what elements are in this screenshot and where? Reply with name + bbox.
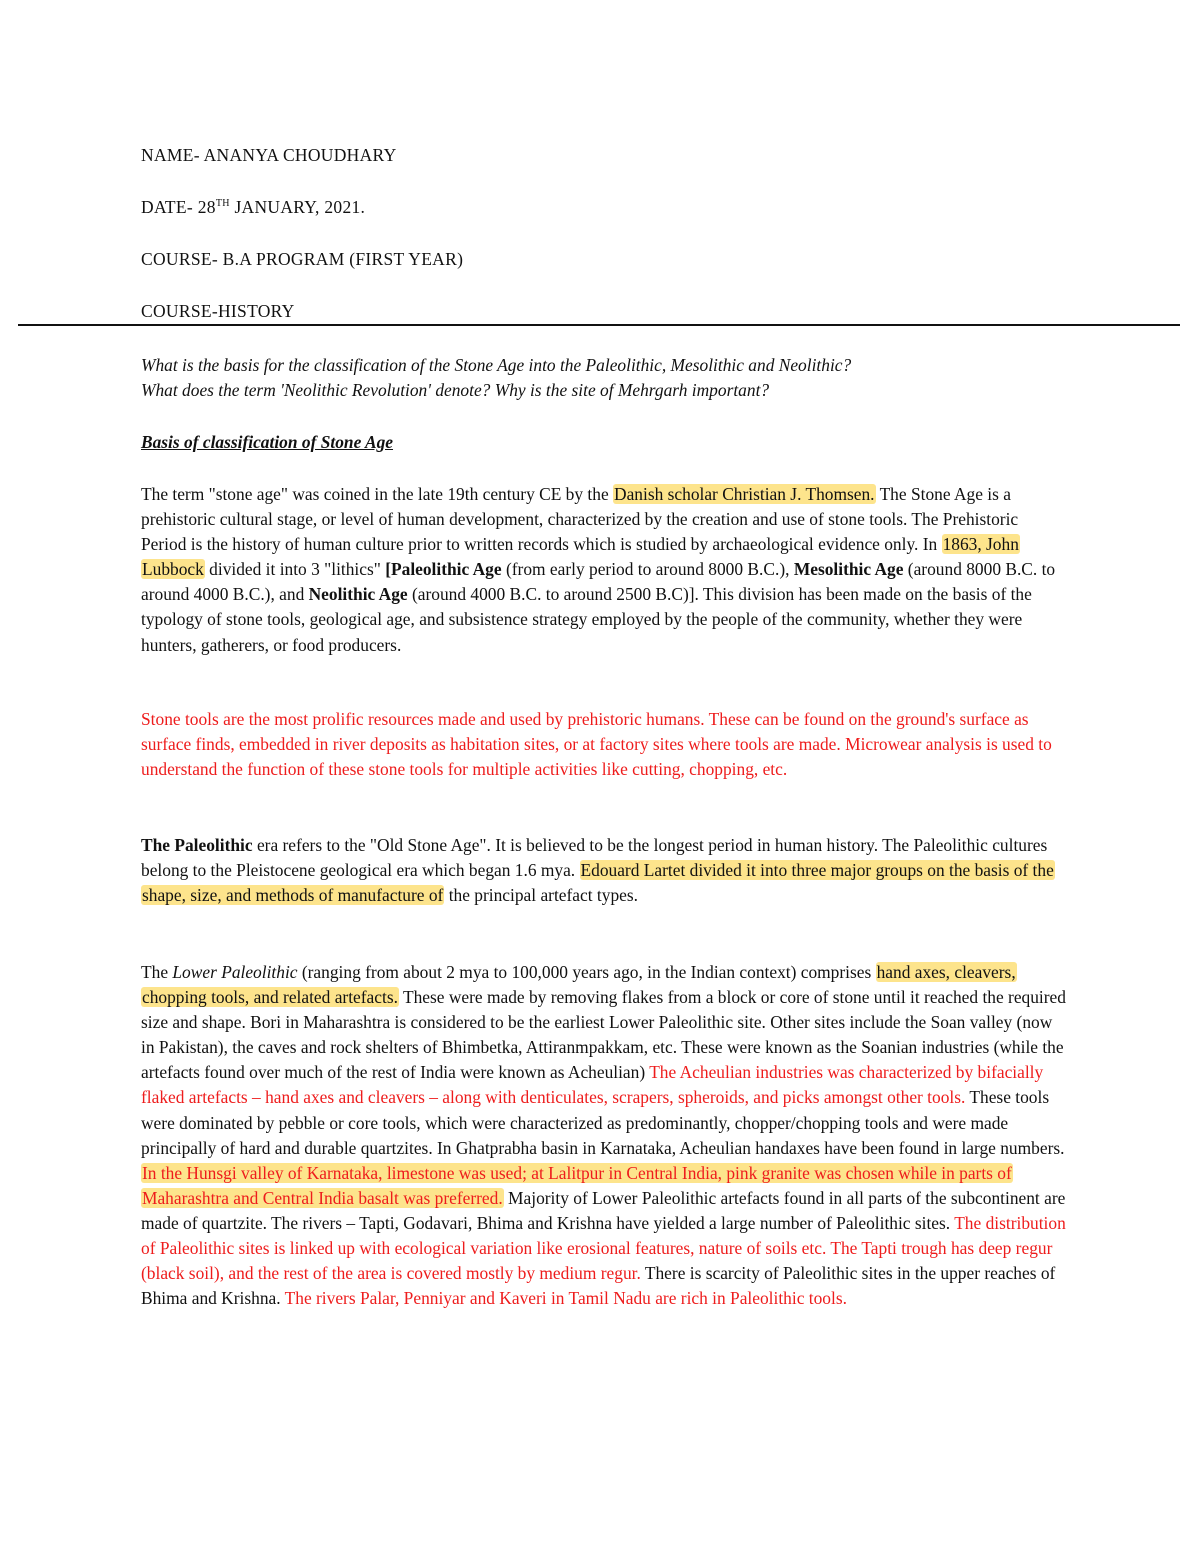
- highlighted-red-text: In the Hunsgi valley of Karnataka, limestone was used; at Lalitpur in Central India, pink granite was chosen while in parts of Maharashtra and Central India basalt was preferred.: [142, 1162, 1012, 1208]
- paragraph-stone-tools: Stone tools are the most prolific resources made and used by prehistoric humans. These can be found on the ground's surface as surface finds, embedded in river deposits as habitation sites, or at factory sites where tools are made. Microwear analysis is used to understand the function of these stone tools for multiple activities like cutting, chopping, etc.: [141, 709, 1052, 780]
- date-prefix: DATE- 28: [141, 197, 216, 217]
- highlighted-text: Danish scholar Christian J. Thomsen.: [614, 484, 875, 504]
- text-run: The Stone Age is a prehistoric cultural stage, or level of human development, characterized by the creation and use of stone tools. The Prehistoric Period is the history of human culture prior to written records which is studied by archaeological evidence only. In: [141, 484, 1019, 555]
- course-subject: COURSE-HISTORY: [141, 301, 295, 321]
- question-line: What is the basis for the classification of the Stone Age into the Paleolithic, Mesolithic and Neolithic?: [141, 355, 852, 375]
- red-text: The Acheulian industries was characterized by bifacially flaked artefacts – hand axes and cleavers – along with denticulates, scrapers, spheroids, and picks amongst other tools.: [141, 1062, 1044, 1108]
- text-run: The term "stone age" was coined in the late 19th century CE by the: [141, 484, 614, 504]
- text-run: divided it into 3 "lithics": [204, 559, 386, 580]
- text-run: era refers to the "Old Stone Age". It is believed to be the longest period in human history. The Paleolithic cultures belong to the Pleistocene geological era which began 1.6 mya.: [141, 835, 1048, 881]
- text-run: (ranging from about 2 mya to 100,000 years ago, in the Indian context) comprises: [297, 962, 876, 982]
- highlighted-text: 1863, John Lubbock: [142, 534, 1019, 580]
- red-text: The rivers Palar, Penniyar and Kaveri in Tamil Nadu are rich in Paleolithic tools.: [284, 1288, 847, 1309]
- section-heading: Basis of classification of Stone Age: [141, 432, 394, 452]
- text-run: (from early period to around 8000 B.C.),: [501, 559, 794, 580]
- bold-term: The Paleolithic: [141, 835, 253, 855]
- text-run: There is scarcity of Paleolithic sites in the upper reaches of Bhima and Krishna.: [141, 1263, 1056, 1309]
- text-run: The: [141, 962, 173, 982]
- assignment-question: [141, 353, 1066, 403]
- submission-date: [141, 196, 365, 218]
- text-run: (around 8000 B.C. to around 4000 B.C.), and: [141, 559, 1056, 605]
- bold-term: Mesolithic Age: [793, 559, 904, 580]
- bold-term: Neolithic Age: [308, 584, 408, 605]
- course-program: COURSE- B.A PROGRAM (FIRST YEAR): [141, 249, 464, 269]
- date-ordinal: TH: [215, 198, 230, 209]
- question-line: What does the term 'Neolithic Revolution' denote? Why is the site of Mehrgarh important?: [141, 380, 770, 401]
- paragraph-paleolithic: [141, 833, 1066, 908]
- text-run: These tools were dominated by pebble or core tools, which were characterized as predominantly, chopper/chopping tools and were made principally of hard and durable quartzites. In Ghatprabha basin in Karnataka, Acheulian handaxes have been found in large numbers.: [141, 1087, 1065, 1158]
- paragraph-lower-paleolithic: [141, 960, 1066, 1311]
- paragraph-stone-age-term: [141, 482, 1066, 658]
- highlighted-text: hand axes, cleavers, chopping tools, and related artefacts.: [142, 962, 1016, 1008]
- student-name: NAME- ANANYA CHOUDHARY: [141, 145, 397, 165]
- italic-term: Lower Paleolithic: [172, 962, 298, 982]
- text-run: Majority of Lower Paleolithic artefacts found in all parts of the subcontinent are made of quartzite. The rivers – Tapti, Godavari, Bhima and Krishna have yielded a large number of Paleolithic sites.: [141, 1187, 1066, 1233]
- date-suffix: JANUARY, 2021.: [229, 197, 366, 217]
- highlighted-text: Edouard Lartet divided it into three major groups on the basis of the shape, size, and methods of manufacture of: [142, 860, 1054, 906]
- text-run: (around 4000 B.C. to around 2500 B.C)]. This division has been made on the basis of the typology of stone tools, geological age, and subsistence strategy employed by the people of the community, whether they were hunters, gatherers, or food producers.: [141, 584, 1032, 655]
- header-divider: [18, 324, 1180, 326]
- text-run: the principal artefact types.: [444, 885, 638, 906]
- red-text: The distribution of Paleolithic sites is linked up with ecological variation like erosional features, nature of soils etc. The Tapti trough has deep regur (black soil), and the rest of the area is covered mostly by medium regur.: [141, 1212, 1066, 1284]
- bold-term: [Paleolithic Age: [385, 559, 502, 580]
- text-run: These were made by removing flakes from a block or core of stone until it reached the required size and shape. Bori in Maharashtra is considered to be the earliest Lower Paleolithic site. Other sites include the Soan valley (now in Pakistan), the caves and rock shelters of Bhimbetka, Attiranmpakkam, etc. These were known as the Soanian industries (while the artefacts found over much of the rest of India were known as Acheulian): [141, 987, 1066, 1083]
